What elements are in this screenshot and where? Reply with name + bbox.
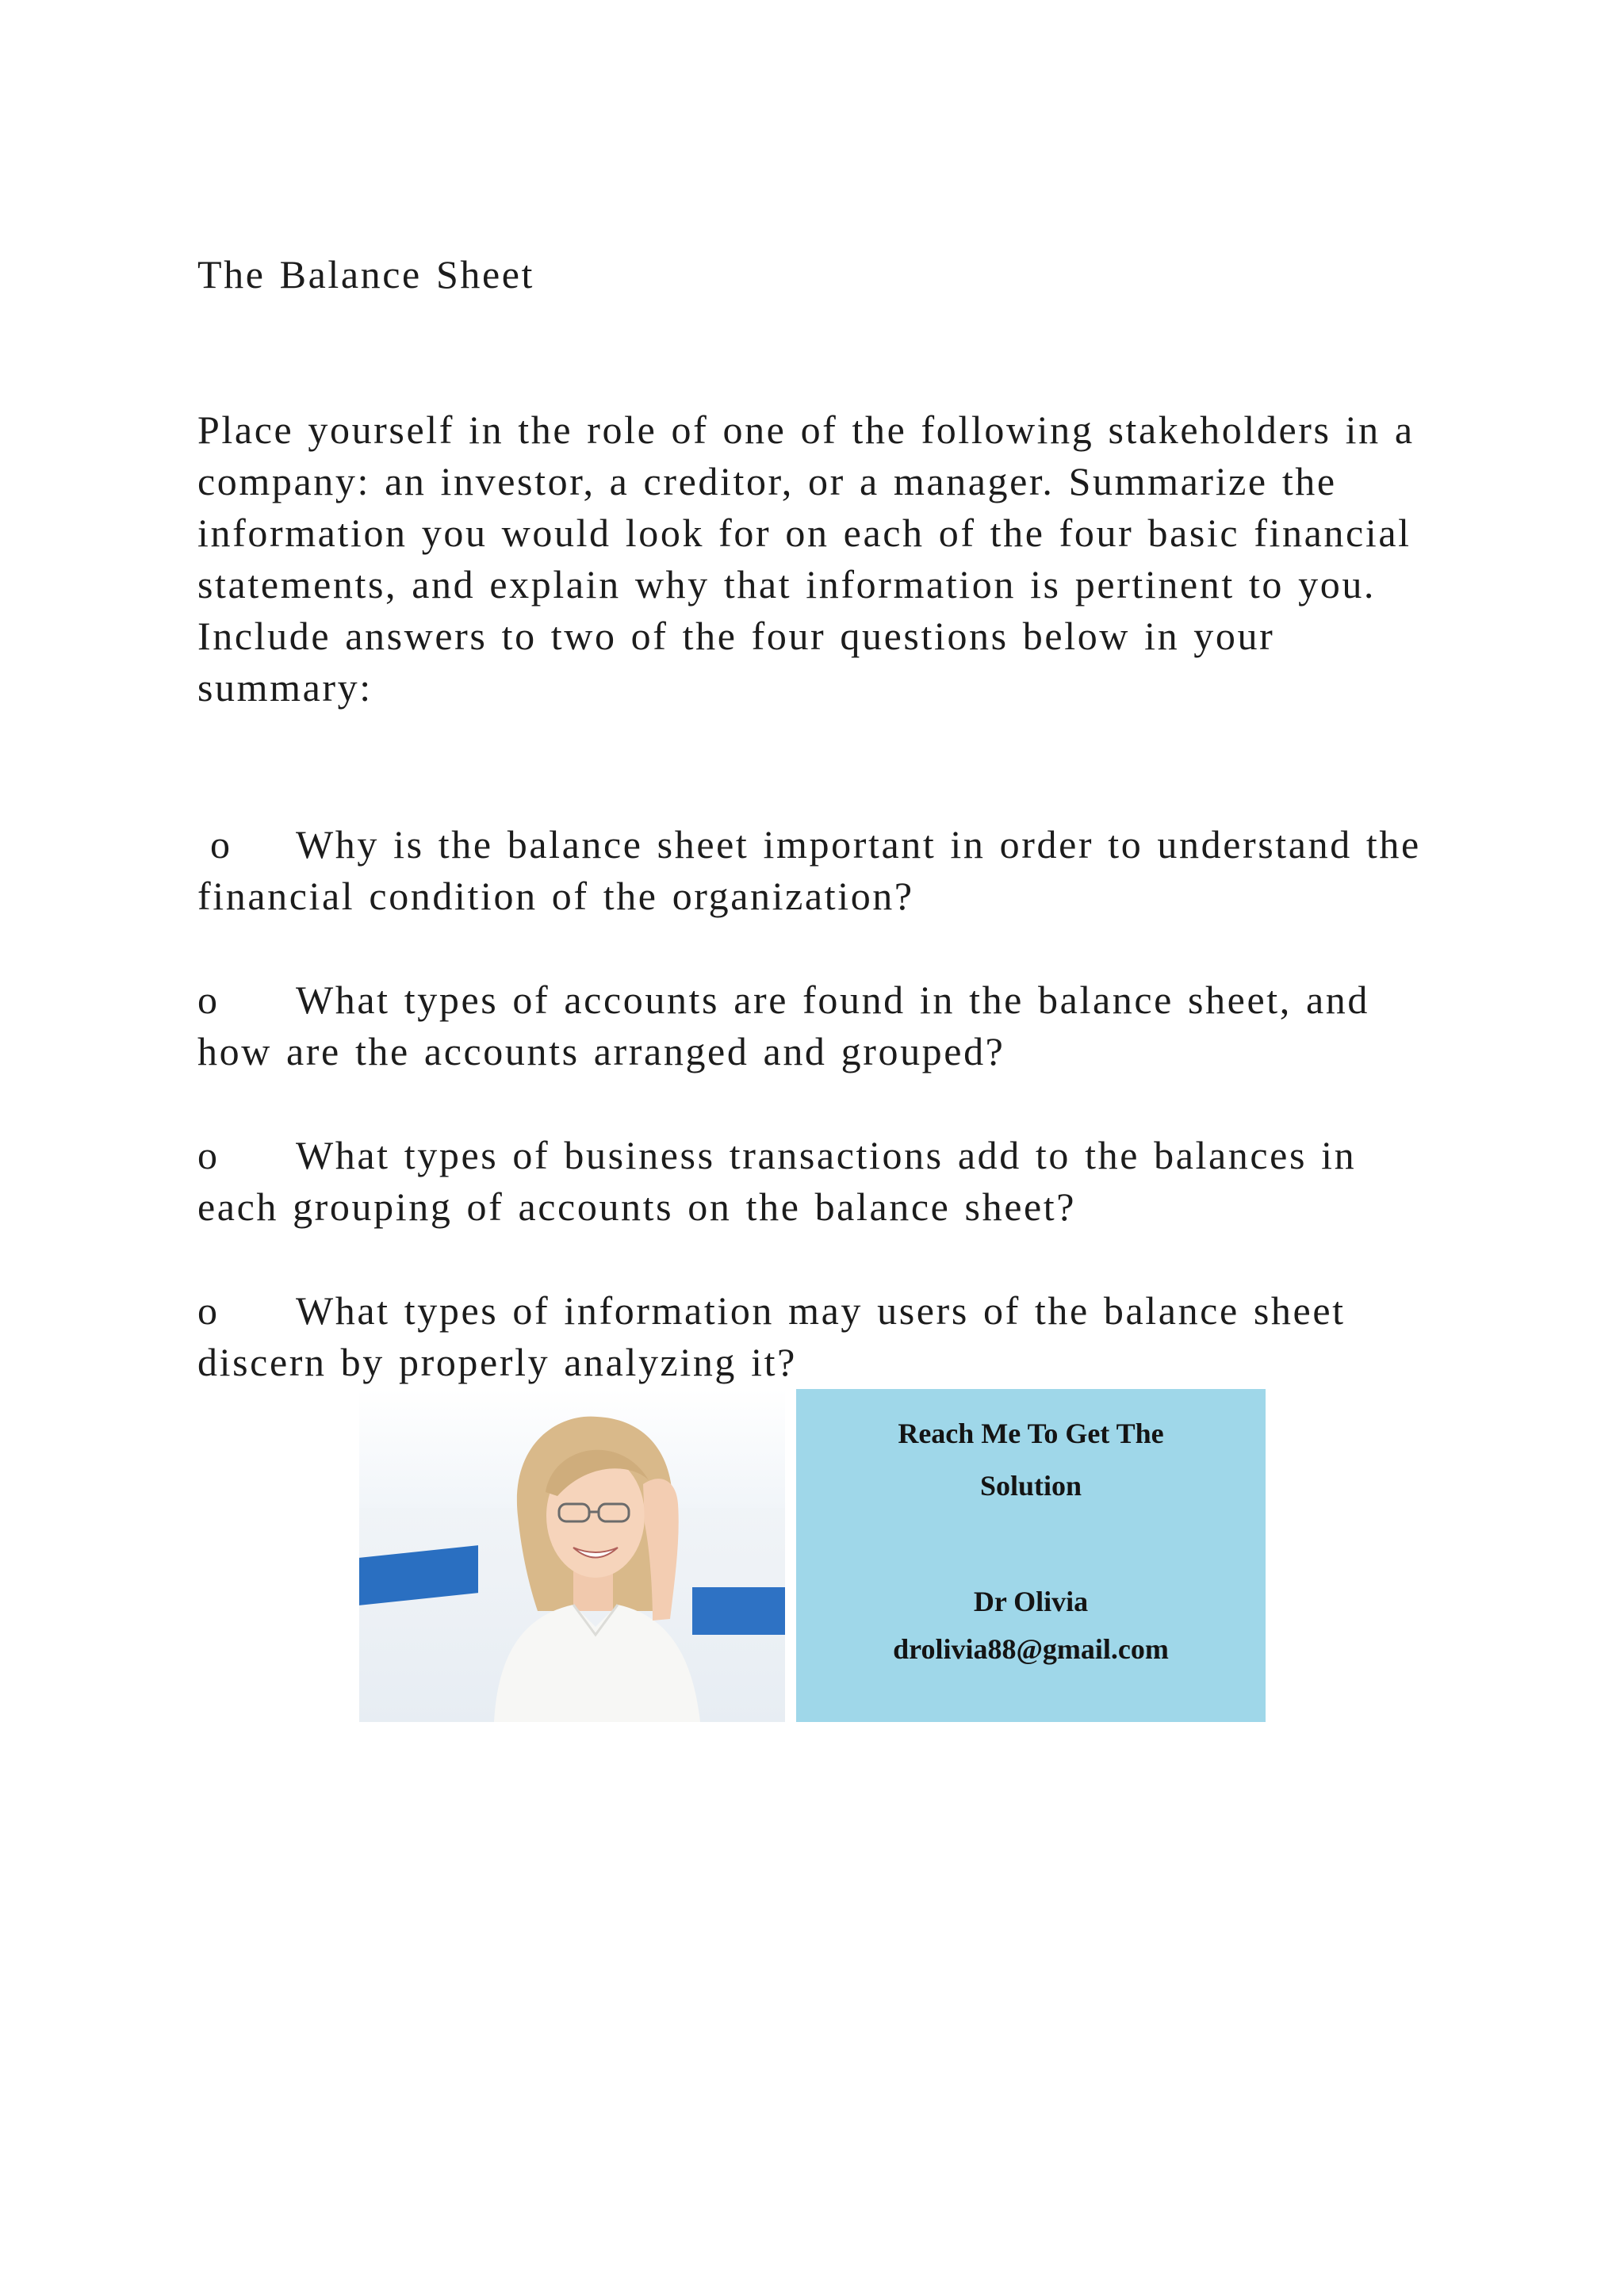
document-title: The Balance Sheet: [197, 252, 535, 297]
contact-email: drolivia88@gmail.com: [893, 1633, 1169, 1665]
contact-panel: [796, 1389, 1266, 1722]
photo-chair: [359, 1545, 478, 1605]
question-item: [197, 974, 1434, 1077]
bullet-marker: o: [197, 1133, 220, 1177]
bullet-marker: o: [197, 978, 220, 1022]
intro-paragraph: Place yourself in the role of one of the following stakeholders in a company: an investor, a creditor, or a manager. Summarize the information you would look for on each of the four basic financial statements, and explain why that information is pertinent to you. Include answers to two of the four questions below in your summary:: [197, 408, 1415, 710]
question-text: What types of accounts are found in the balance sheet, and how are the accounts arranged and grouped?: [197, 978, 1369, 1073]
contact-banner: [359, 1389, 1266, 1722]
person-illustration: [462, 1397, 724, 1722]
question-item: [197, 1285, 1434, 1388]
banner-heading-line-1: Reach Me To Get The: [898, 1418, 1164, 1449]
question-item: [197, 819, 1434, 922]
question-text: What types of information may users of the balance sheet discern by properly analyzing it?: [197, 1288, 1346, 1384]
question-text: What types of business transactions add to the balances in each grouping of accounts on the balance sheet?: [197, 1133, 1357, 1229]
banner-divider: [785, 1389, 796, 1722]
portrait-photo: [359, 1389, 785, 1722]
bullet-marker: o: [210, 822, 232, 867]
banner-heading-line-2: Solution: [979, 1470, 1082, 1502]
question-item: [197, 1130, 1434, 1233]
bullet-marker: o: [197, 1288, 220, 1333]
question-text: Why is the balance sheet important in order to understand the financial condition of the organization?: [197, 822, 1421, 918]
contact-name: Dr Olivia: [973, 1586, 1089, 1617]
